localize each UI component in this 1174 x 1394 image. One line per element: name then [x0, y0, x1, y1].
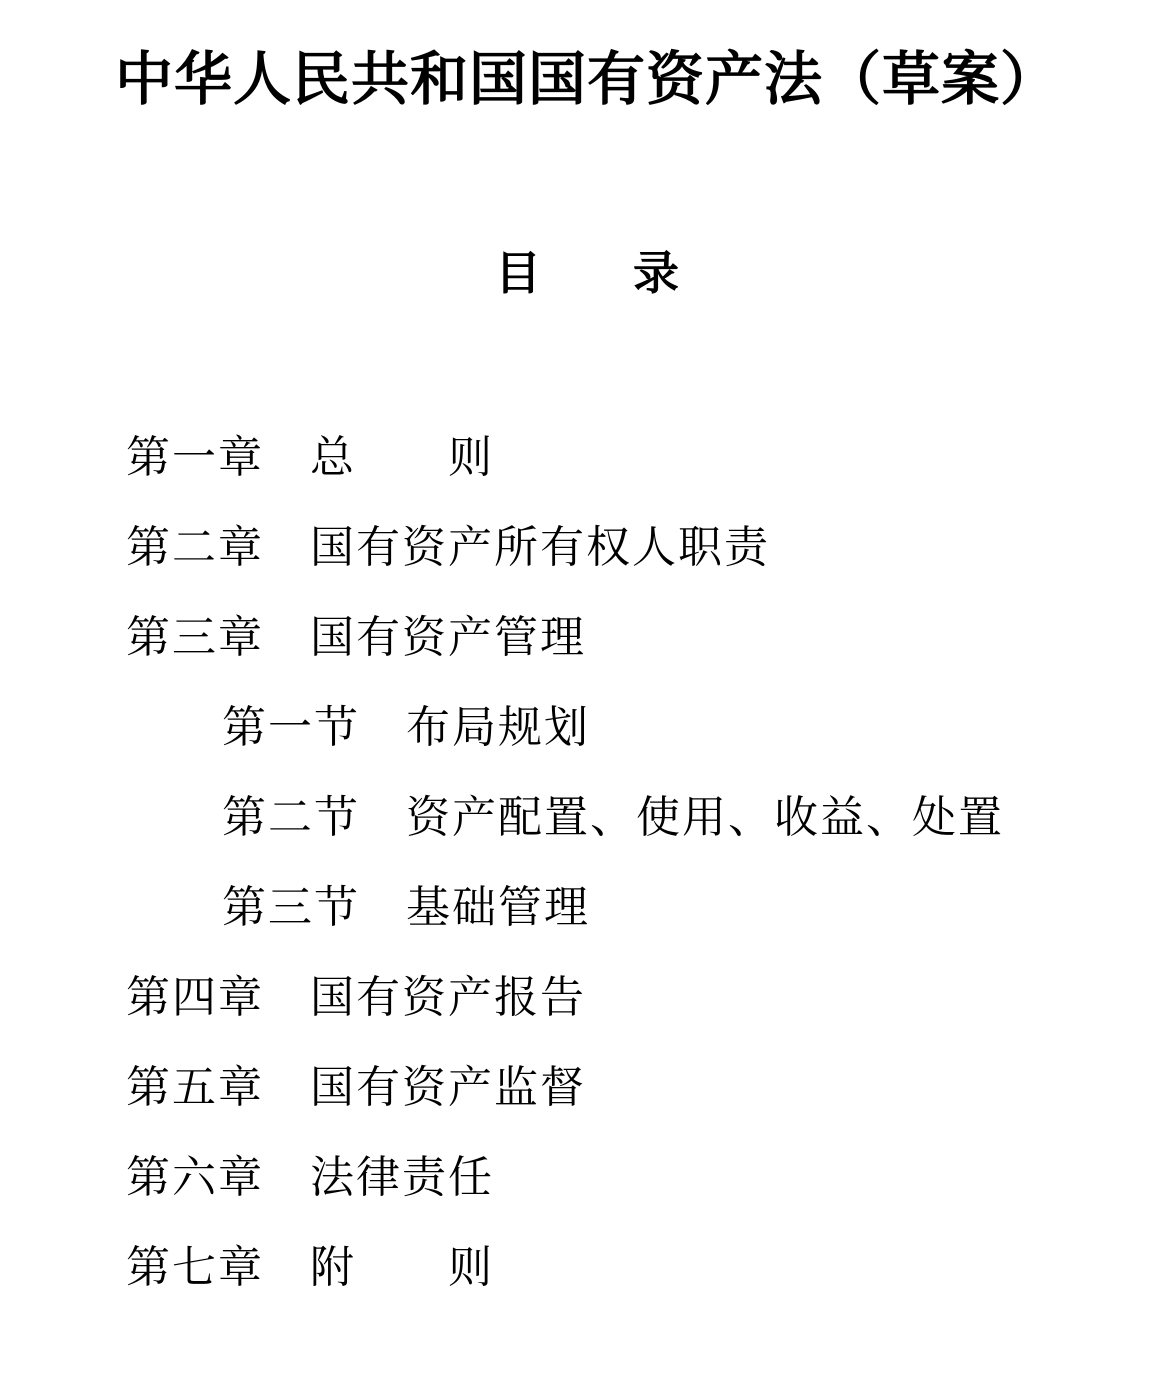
toc-item-section-3-3: 第三节 基础管理: [222, 882, 590, 932]
document-title: 中华人民共和国国有资产法（草案）: [114, 47, 1059, 112]
toc-item-section-3-1: 第一节 布局规划: [222, 702, 590, 752]
toc-item-chapter-1: 第一章 总 则: [126, 432, 494, 482]
toc-item-chapter-7: 第七章 附 则: [126, 1242, 494, 1292]
toc-item-chapter-6: 第六章 法律责任: [126, 1152, 494, 1202]
toc-heading: 目 录: [495, 247, 679, 299]
toc-item-chapter-5: 第五章 国有资产监督: [126, 1062, 586, 1112]
toc-item-chapter-2: 第二章 国有资产所有权人职责: [126, 522, 770, 572]
toc-list: [0, 413, 1174, 1313]
toc-item-section-3-2: 第二节 资产配置、使用、收益、处置: [222, 792, 1004, 842]
toc-item-chapter-4: 第四章 国有资产报告: [126, 972, 586, 1022]
toc-item-chapter-3: 第三章 国有资产管理: [126, 612, 586, 662]
